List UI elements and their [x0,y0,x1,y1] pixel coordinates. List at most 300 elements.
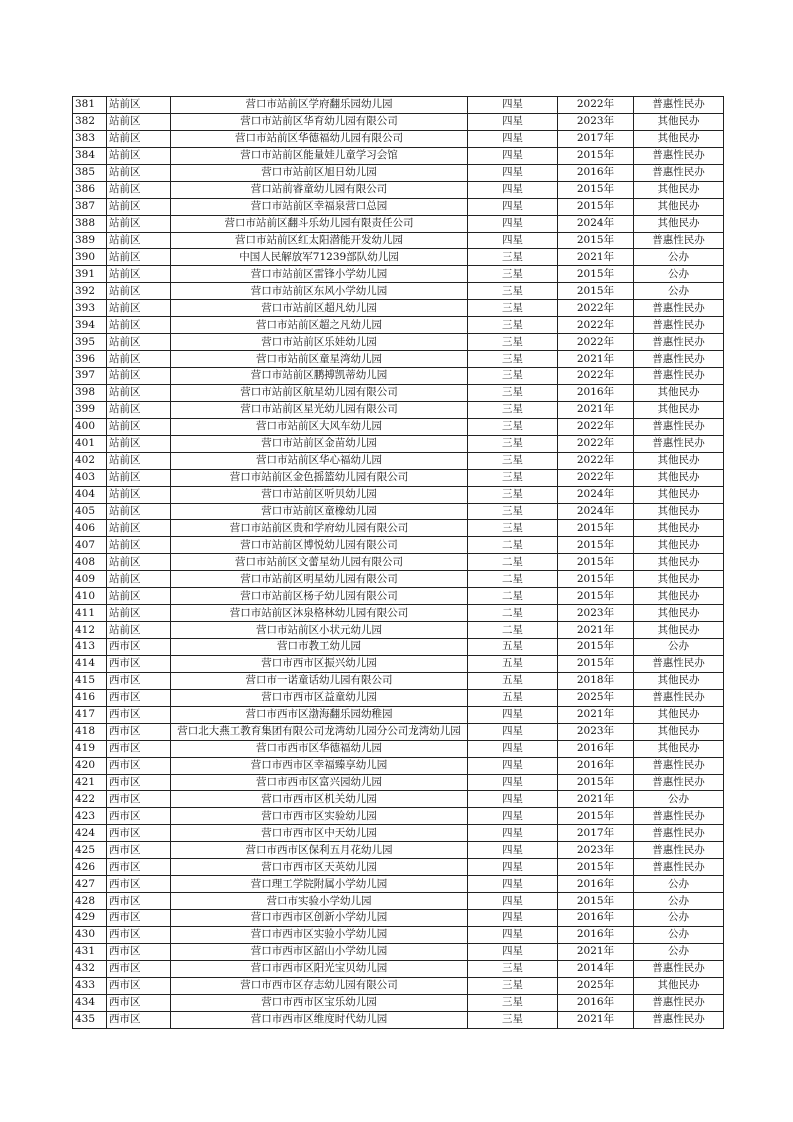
year-cell: 2016年 [558,910,634,927]
district-cell: 站前区 [107,418,171,435]
district-cell: 西市区 [107,1011,171,1028]
district-cell: 站前区 [107,181,171,198]
row-number: 411 [73,605,107,622]
district-cell: 西市区 [107,808,171,825]
table-row [73,537,724,554]
school-type-cell: 普惠性民办 [634,368,724,385]
school-type-cell: 其他民办 [634,571,724,588]
year-cell: 2017年 [558,130,634,147]
table-row [73,808,724,825]
star-rating-cell: 四星 [468,876,558,893]
school-type-cell: 公办 [634,943,724,960]
row-number: 420 [73,757,107,774]
district-cell: 西市区 [107,740,171,757]
star-rating-cell: 四星 [468,97,558,114]
table-row [73,334,724,351]
table-row [73,672,724,689]
kindergarten-name-cell: 营口市站前区乐娃幼儿园 [171,334,468,351]
school-type-cell: 其他民办 [634,486,724,503]
district-cell: 西市区 [107,876,171,893]
row-number: 410 [73,588,107,605]
row-number: 429 [73,910,107,927]
school-type-cell: 其他民办 [634,198,724,215]
district-cell: 西市区 [107,910,171,927]
year-cell: 2015年 [558,181,634,198]
row-number: 416 [73,689,107,706]
year-cell: 2022年 [558,97,634,114]
table-row [73,622,724,639]
year-cell: 2021年 [558,943,634,960]
kindergarten-name-cell: 营口市西市区中天幼儿园 [171,825,468,842]
school-type-cell: 普惠性民办 [634,147,724,164]
kindergarten-name-cell: 营口市西市区振兴幼儿园 [171,655,468,672]
district-cell: 站前区 [107,97,171,114]
district-cell: 西市区 [107,926,171,943]
school-type-cell: 普惠性民办 [634,842,724,859]
table-body [73,97,724,1029]
table-row [73,469,724,486]
row-number: 394 [73,317,107,334]
kindergarten-name-cell: 营口市站前区杨子幼儿园有限公司 [171,588,468,605]
school-type-cell: 公办 [634,893,724,910]
star-rating-cell: 三星 [468,300,558,317]
row-number: 422 [73,791,107,808]
year-cell: 2021年 [558,401,634,418]
table-row [73,655,724,672]
kindergarten-name-cell: 营口市西市区创新小学幼儿园 [171,910,468,927]
kindergarten-name-cell: 营口理工学院附属小学幼儿园 [171,876,468,893]
district-cell: 站前区 [107,232,171,249]
year-cell: 2021年 [558,706,634,723]
table-row [73,486,724,503]
school-type-cell: 其他民办 [634,384,724,401]
school-type-cell: 普惠性民办 [634,960,724,977]
school-type-cell: 普惠性民办 [634,334,724,351]
year-cell: 2016年 [558,757,634,774]
school-type-cell: 公办 [634,910,724,927]
kindergarten-name-cell: 营口市西市区宝乐幼儿园 [171,994,468,1011]
kindergarten-name-cell: 营口市西市区韶山小学幼儿园 [171,943,468,960]
row-number: 398 [73,384,107,401]
school-type-cell: 其他民办 [634,215,724,232]
school-type-cell: 其他民办 [634,452,724,469]
kindergarten-name-cell: 营口市站前区超之凡幼儿园 [171,317,468,334]
school-type-cell: 普惠性民办 [634,435,724,452]
year-cell: 2025年 [558,977,634,994]
row-number: 428 [73,893,107,910]
school-type-cell: 普惠性民办 [634,300,724,317]
year-cell: 2024年 [558,503,634,520]
kindergarten-name-cell: 营口市西市区富兴园幼儿园 [171,774,468,791]
table-row [73,435,724,452]
star-rating-cell: 四星 [468,215,558,232]
district-cell: 站前区 [107,147,171,164]
kindergarten-name-cell: 营口市西市区渤海翻乐园幼稚园 [171,706,468,723]
kindergarten-name-cell: 营口市站前区金色摇篮幼儿园有限公司 [171,469,468,486]
kindergarten-name-cell: 营口市站前区听贝幼儿园 [171,486,468,503]
table-row [73,994,724,1011]
row-number: 432 [73,960,107,977]
row-number: 427 [73,876,107,893]
kindergarten-name-cell: 营口市西市区保利五月花幼儿园 [171,842,468,859]
star-rating-cell: 三星 [468,401,558,418]
district-cell: 站前区 [107,452,171,469]
table-row [73,740,724,757]
district-cell: 西市区 [107,639,171,656]
year-cell: 2022年 [558,334,634,351]
school-type-cell: 公办 [634,876,724,893]
district-cell: 站前区 [107,334,171,351]
school-type-cell: 其他民办 [634,706,724,723]
table-row [73,689,724,706]
year-cell: 2025年 [558,689,634,706]
table-row [73,588,724,605]
kindergarten-name-cell: 营口市站前区大风车幼儿园 [171,418,468,435]
star-rating-cell: 二星 [468,588,558,605]
school-type-cell: 其他民办 [634,588,724,605]
kindergarten-name-cell: 营口市站前区贵和学府幼儿园有限公司 [171,520,468,537]
star-rating-cell: 四星 [468,130,558,147]
year-cell: 2014年 [558,960,634,977]
kindergarten-name-cell: 中国人民解放军71239部队幼儿园 [171,249,468,266]
row-number: 381 [73,97,107,114]
table-row [73,300,724,317]
row-number: 409 [73,571,107,588]
star-rating-cell: 四星 [468,808,558,825]
table-row [73,351,724,368]
year-cell: 2015年 [558,893,634,910]
district-cell: 站前区 [107,283,171,300]
year-cell: 2021年 [558,249,634,266]
district-cell: 站前区 [107,266,171,283]
school-type-cell: 其他民办 [634,401,724,418]
school-type-cell: 公办 [634,249,724,266]
row-number: 391 [73,266,107,283]
row-number: 401 [73,435,107,452]
kindergarten-name-cell: 营口市西市区机关幼儿园 [171,791,468,808]
table-row [73,452,724,469]
school-type-cell: 普惠性民办 [634,1011,724,1028]
school-type-cell: 普惠性民办 [634,351,724,368]
table-row [73,401,724,418]
table-row [73,283,724,300]
school-type-cell: 公办 [634,266,724,283]
school-type-cell: 其他民办 [634,181,724,198]
year-cell: 2015年 [558,232,634,249]
row-number: 384 [73,147,107,164]
kindergarten-name-cell: 营口市西市区天英幼儿园 [171,859,468,876]
star-rating-cell: 四星 [468,723,558,740]
school-type-cell: 其他民办 [634,672,724,689]
star-rating-cell: 三星 [468,503,558,520]
district-cell: 站前区 [107,486,171,503]
star-rating-cell: 五星 [468,639,558,656]
row-number: 403 [73,469,107,486]
district-cell: 站前区 [107,198,171,215]
district-cell: 站前区 [107,469,171,486]
row-number: 395 [73,334,107,351]
district-cell: 西市区 [107,723,171,740]
year-cell: 2022年 [558,435,634,452]
district-cell: 站前区 [107,215,171,232]
year-cell: 2016年 [558,384,634,401]
district-cell: 站前区 [107,503,171,520]
table-row [73,520,724,537]
year-cell: 2015年 [558,655,634,672]
year-cell: 2015年 [558,859,634,876]
year-cell: 2015年 [558,639,634,656]
kindergarten-name-cell: 营口市西市区阳光宝贝幼儿园 [171,960,468,977]
star-rating-cell: 三星 [468,994,558,1011]
kindergarten-name-cell: 营口市站前区星光幼儿园有限公司 [171,401,468,418]
table-row [73,893,724,910]
kindergarten-name-cell: 营口市站前区金苗幼儿园 [171,435,468,452]
table-row [73,503,724,520]
star-rating-cell: 四星 [468,943,558,960]
school-type-cell: 普惠性民办 [634,994,724,1011]
kindergarten-name-cell: 营口市西市区维度时代幼儿园 [171,1011,468,1028]
table-row [73,605,724,622]
star-rating-cell: 四星 [468,859,558,876]
district-cell: 站前区 [107,130,171,147]
star-rating-cell: 四星 [468,926,558,943]
district-cell: 站前区 [107,368,171,385]
table-row [73,113,724,130]
district-cell: 西市区 [107,655,171,672]
district-cell: 站前区 [107,588,171,605]
school-type-cell: 其他民办 [634,723,724,740]
row-number: 434 [73,994,107,1011]
table-row [73,774,724,791]
school-type-cell: 其他民办 [634,113,724,130]
district-cell: 站前区 [107,554,171,571]
star-rating-cell: 四星 [468,910,558,927]
kindergarten-name-cell: 营口市站前区能量娃儿童学习会馆 [171,147,468,164]
school-type-cell: 普惠性民办 [634,97,724,114]
school-type-cell: 公办 [634,791,724,808]
year-cell: 2015年 [558,266,634,283]
star-rating-cell: 三星 [468,266,558,283]
district-cell: 西市区 [107,994,171,1011]
year-cell: 2024年 [558,486,634,503]
table-row [73,198,724,215]
table-row [73,266,724,283]
district-cell: 站前区 [107,435,171,452]
year-cell: 2016年 [558,876,634,893]
star-rating-cell: 四星 [468,198,558,215]
district-cell: 站前区 [107,249,171,266]
district-cell: 站前区 [107,401,171,418]
school-type-cell: 普惠性民办 [634,757,724,774]
district-cell: 站前区 [107,537,171,554]
row-number: 423 [73,808,107,825]
star-rating-cell: 二星 [468,537,558,554]
row-number: 402 [73,452,107,469]
district-cell: 站前区 [107,113,171,130]
row-number: 408 [73,554,107,571]
school-type-cell: 其他民办 [634,537,724,554]
year-cell: 2023年 [558,842,634,859]
year-cell: 2022年 [558,452,634,469]
row-number: 425 [73,842,107,859]
star-rating-cell: 三星 [468,283,558,300]
star-rating-cell: 四星 [468,181,558,198]
school-type-cell: 其他民办 [634,554,724,571]
star-rating-cell: 五星 [468,689,558,706]
row-number: 397 [73,368,107,385]
row-number: 433 [73,977,107,994]
kindergarten-name-cell: 营口市西市区存志幼儿园有限公司 [171,977,468,994]
row-number: 426 [73,859,107,876]
star-rating-cell: 三星 [468,317,558,334]
district-cell: 西市区 [107,689,171,706]
row-number: 396 [73,351,107,368]
year-cell: 2016年 [558,994,634,1011]
school-type-cell: 其他民办 [634,520,724,537]
star-rating-cell: 四星 [468,147,558,164]
table-row [73,639,724,656]
year-cell: 2023年 [558,605,634,622]
year-cell: 2015年 [558,198,634,215]
district-cell: 西市区 [107,842,171,859]
star-rating-cell: 三星 [468,418,558,435]
star-rating-cell: 四星 [468,706,558,723]
star-rating-cell: 二星 [468,605,558,622]
kindergarten-name-cell: 营口市站前区童星湾幼儿园 [171,351,468,368]
district-cell: 站前区 [107,622,171,639]
table-row [73,960,724,977]
district-cell: 西市区 [107,977,171,994]
year-cell: 2022年 [558,300,634,317]
table-row [73,317,724,334]
district-cell: 西市区 [107,943,171,960]
star-rating-cell: 四星 [468,232,558,249]
table-row [73,368,724,385]
kindergarten-name-cell: 营口市站前区小状元幼儿园 [171,622,468,639]
table-row [73,723,724,740]
kindergarten-name-cell: 营口市西市区幸福臻享幼儿园 [171,757,468,774]
row-number: 393 [73,300,107,317]
district-cell: 站前区 [107,520,171,537]
row-number: 413 [73,639,107,656]
row-number: 430 [73,926,107,943]
kindergarten-name-cell: 营口市站前区学府翻乐园幼儿园 [171,97,468,114]
year-cell: 2018年 [558,672,634,689]
row-number: 417 [73,706,107,723]
star-rating-cell: 二星 [468,554,558,571]
row-number: 419 [73,740,107,757]
kindergarten-name-cell: 营口市站前区翻斗乐幼儿园有限责任公司 [171,215,468,232]
row-number: 386 [73,181,107,198]
star-rating-cell: 三星 [468,486,558,503]
school-type-cell: 普惠性民办 [634,825,724,842]
table-row [73,757,724,774]
star-rating-cell: 三星 [468,520,558,537]
star-rating-cell: 四星 [468,893,558,910]
kindergarten-name-cell: 营口市西市区实验幼儿园 [171,808,468,825]
table-row [73,130,724,147]
row-number: 405 [73,503,107,520]
district-cell: 站前区 [107,164,171,181]
star-rating-cell: 三星 [468,334,558,351]
star-rating-cell: 三星 [468,1011,558,1028]
school-type-cell: 普惠性民办 [634,418,724,435]
star-rating-cell: 四星 [468,164,558,181]
row-number: 400 [73,418,107,435]
year-cell: 2015年 [558,571,634,588]
school-type-cell: 其他民办 [634,622,724,639]
star-rating-cell: 四星 [468,842,558,859]
kindergarten-name-cell: 营口市站前区文蕾星幼儿园有限公司 [171,554,468,571]
row-number: 383 [73,130,107,147]
row-number: 390 [73,249,107,266]
school-type-cell: 普惠性民办 [634,859,724,876]
school-type-cell: 公办 [634,639,724,656]
district-cell: 西市区 [107,893,171,910]
kindergarten-name-cell: 营口市站前区博悦幼儿园有限公司 [171,537,468,554]
year-cell: 2016年 [558,164,634,181]
table-row [73,215,724,232]
year-cell: 2021年 [558,622,634,639]
kindergarten-name-cell: 营口市站前区超凡幼儿园 [171,300,468,317]
school-type-cell: 普惠性民办 [634,655,724,672]
table-row [73,977,724,994]
school-type-cell: 普惠性民办 [634,774,724,791]
district-cell: 西市区 [107,960,171,977]
star-rating-cell: 二星 [468,571,558,588]
table-row [73,943,724,960]
table-row [73,1011,724,1028]
star-rating-cell: 五星 [468,655,558,672]
table-row [73,384,724,401]
school-type-cell: 普惠性民办 [634,232,724,249]
kindergarten-name-cell: 营口市站前区明星幼儿园有限公司 [171,571,468,588]
district-cell: 站前区 [107,351,171,368]
star-rating-cell: 三星 [468,452,558,469]
row-number: 385 [73,164,107,181]
kindergarten-table [72,96,724,1029]
star-rating-cell: 四星 [468,791,558,808]
row-number: 382 [73,113,107,130]
star-rating-cell: 四星 [468,825,558,842]
year-cell: 2022年 [558,317,634,334]
table-row [73,571,724,588]
district-cell: 西市区 [107,774,171,791]
year-cell: 2022年 [558,368,634,385]
year-cell: 2015年 [558,537,634,554]
year-cell: 2015年 [558,520,634,537]
row-number: 406 [73,520,107,537]
year-cell: 2015年 [558,588,634,605]
table-row [73,926,724,943]
table-row [73,876,724,893]
table-row [73,842,724,859]
star-rating-cell: 三星 [468,249,558,266]
table-row [73,859,724,876]
year-cell: 2015年 [558,808,634,825]
star-rating-cell: 三星 [468,960,558,977]
row-number: 414 [73,655,107,672]
school-type-cell: 普惠性民办 [634,808,724,825]
district-cell: 站前区 [107,571,171,588]
row-number: 435 [73,1011,107,1028]
kindergarten-name-cell: 营口市教工幼儿园 [171,639,468,656]
kindergarten-name-cell: 营口市站前区红太阳潜能开发幼儿园 [171,232,468,249]
table-row [73,147,724,164]
school-type-cell: 普惠性民办 [634,317,724,334]
row-number: 404 [73,486,107,503]
table-row [73,825,724,842]
